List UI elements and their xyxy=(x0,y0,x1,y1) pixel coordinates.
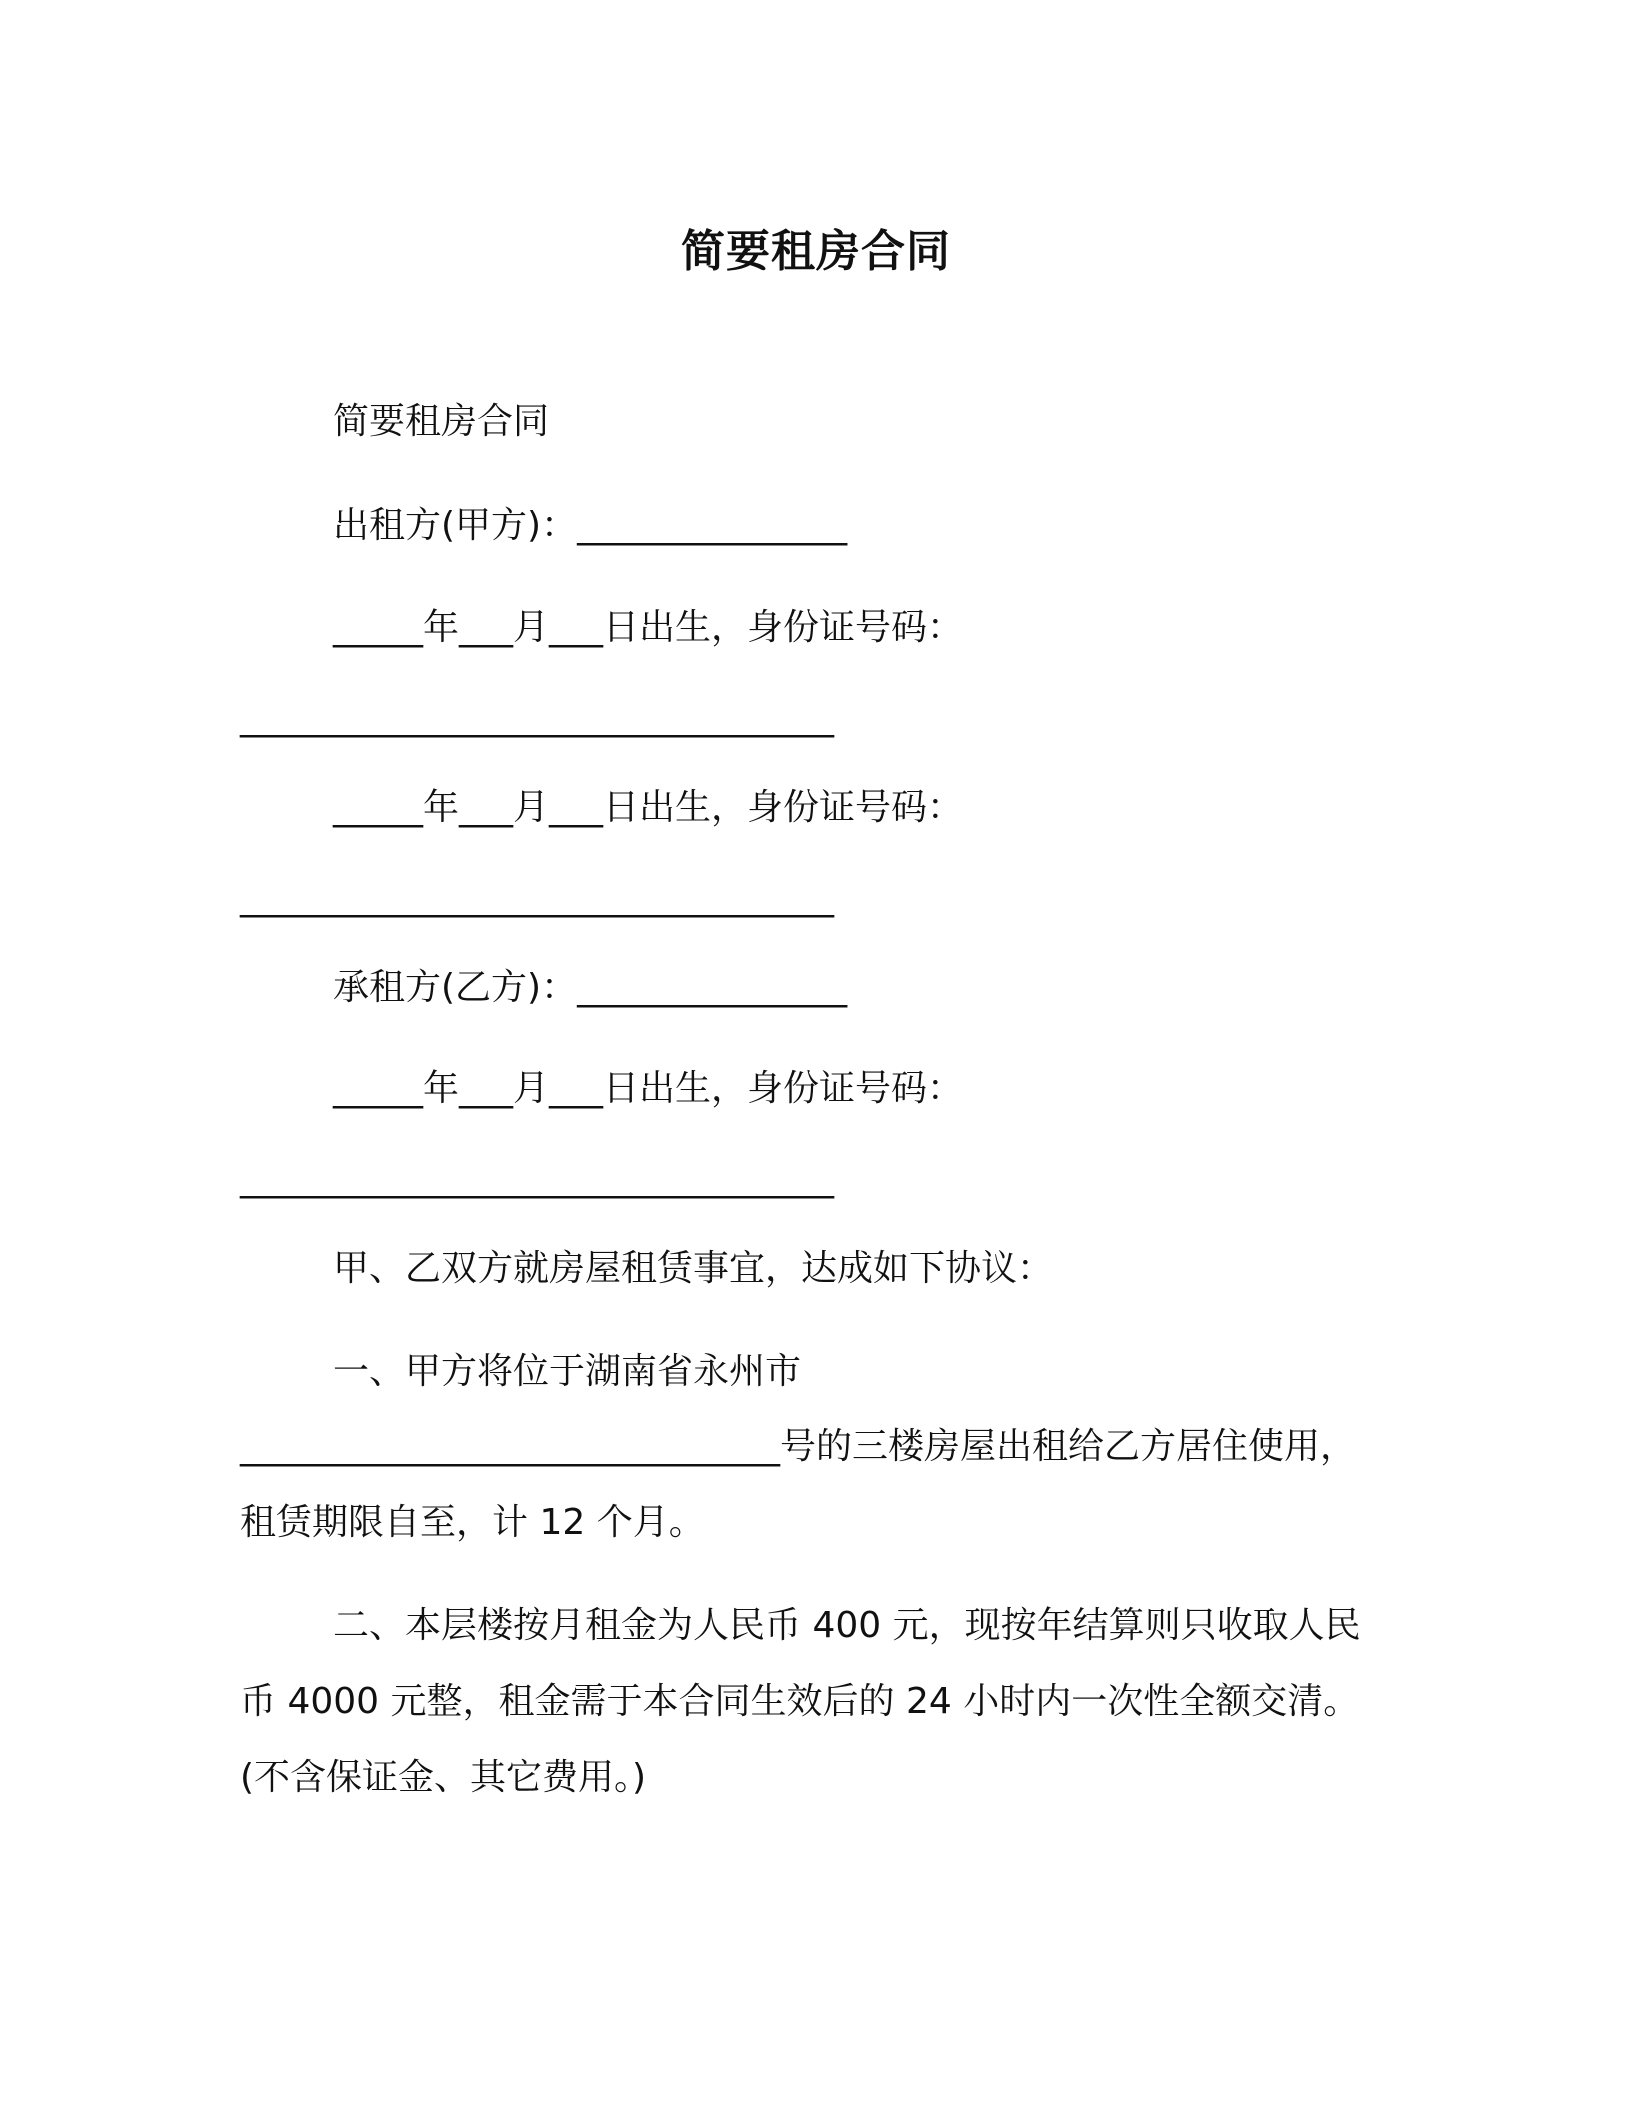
agreement-intro-line: 甲、乙双方就房屋租赁事宜，达成如下协议： xyxy=(333,1248,1054,1289)
lessee-id-blank: _________________________________ xyxy=(240,1158,834,1199)
clause-two-line-1: 二、本层楼按月租金为人民币 400 元，现按年结算则只收取人民 xyxy=(333,1605,1361,1646)
lessor-birth-line-2: _____年___月___日出生，身份证号码： xyxy=(333,787,964,828)
lessee-birth-line: _____年___月___日出生，身份证号码： xyxy=(333,1068,964,1109)
lessor-id-blank-1: _________________________________ xyxy=(240,697,834,738)
lessor-line: 出租方(甲方)：_______________ xyxy=(333,505,848,546)
lessor-id-blank-2: _________________________________ xyxy=(240,877,834,918)
clause-one-line-1: 一、甲方将位于湖南省永州市 xyxy=(333,1351,802,1392)
clause-one-line-2: ______________________________号的三楼房屋出租给乙方居住使用， xyxy=(240,1426,1357,1467)
subtitle-line: 简要租房合同 xyxy=(333,401,550,442)
document-title: 简要租房合同 xyxy=(681,226,951,277)
clause-two-line-2: 币 4000 元整，租金需于本合同生效后的 24 小时内一次性全额交清。 xyxy=(240,1681,1360,1722)
clause-one-line-3: 租赁期限自至，计 12 个月。 xyxy=(240,1502,705,1543)
lessor-birth-line-1: _____年___月___日出生，身份证号码： xyxy=(333,607,964,648)
lessee-line: 承租方(乙方)：_______________ xyxy=(333,967,848,1008)
clause-two-line-3: (不含保证金、其它费用。) xyxy=(240,1757,647,1798)
